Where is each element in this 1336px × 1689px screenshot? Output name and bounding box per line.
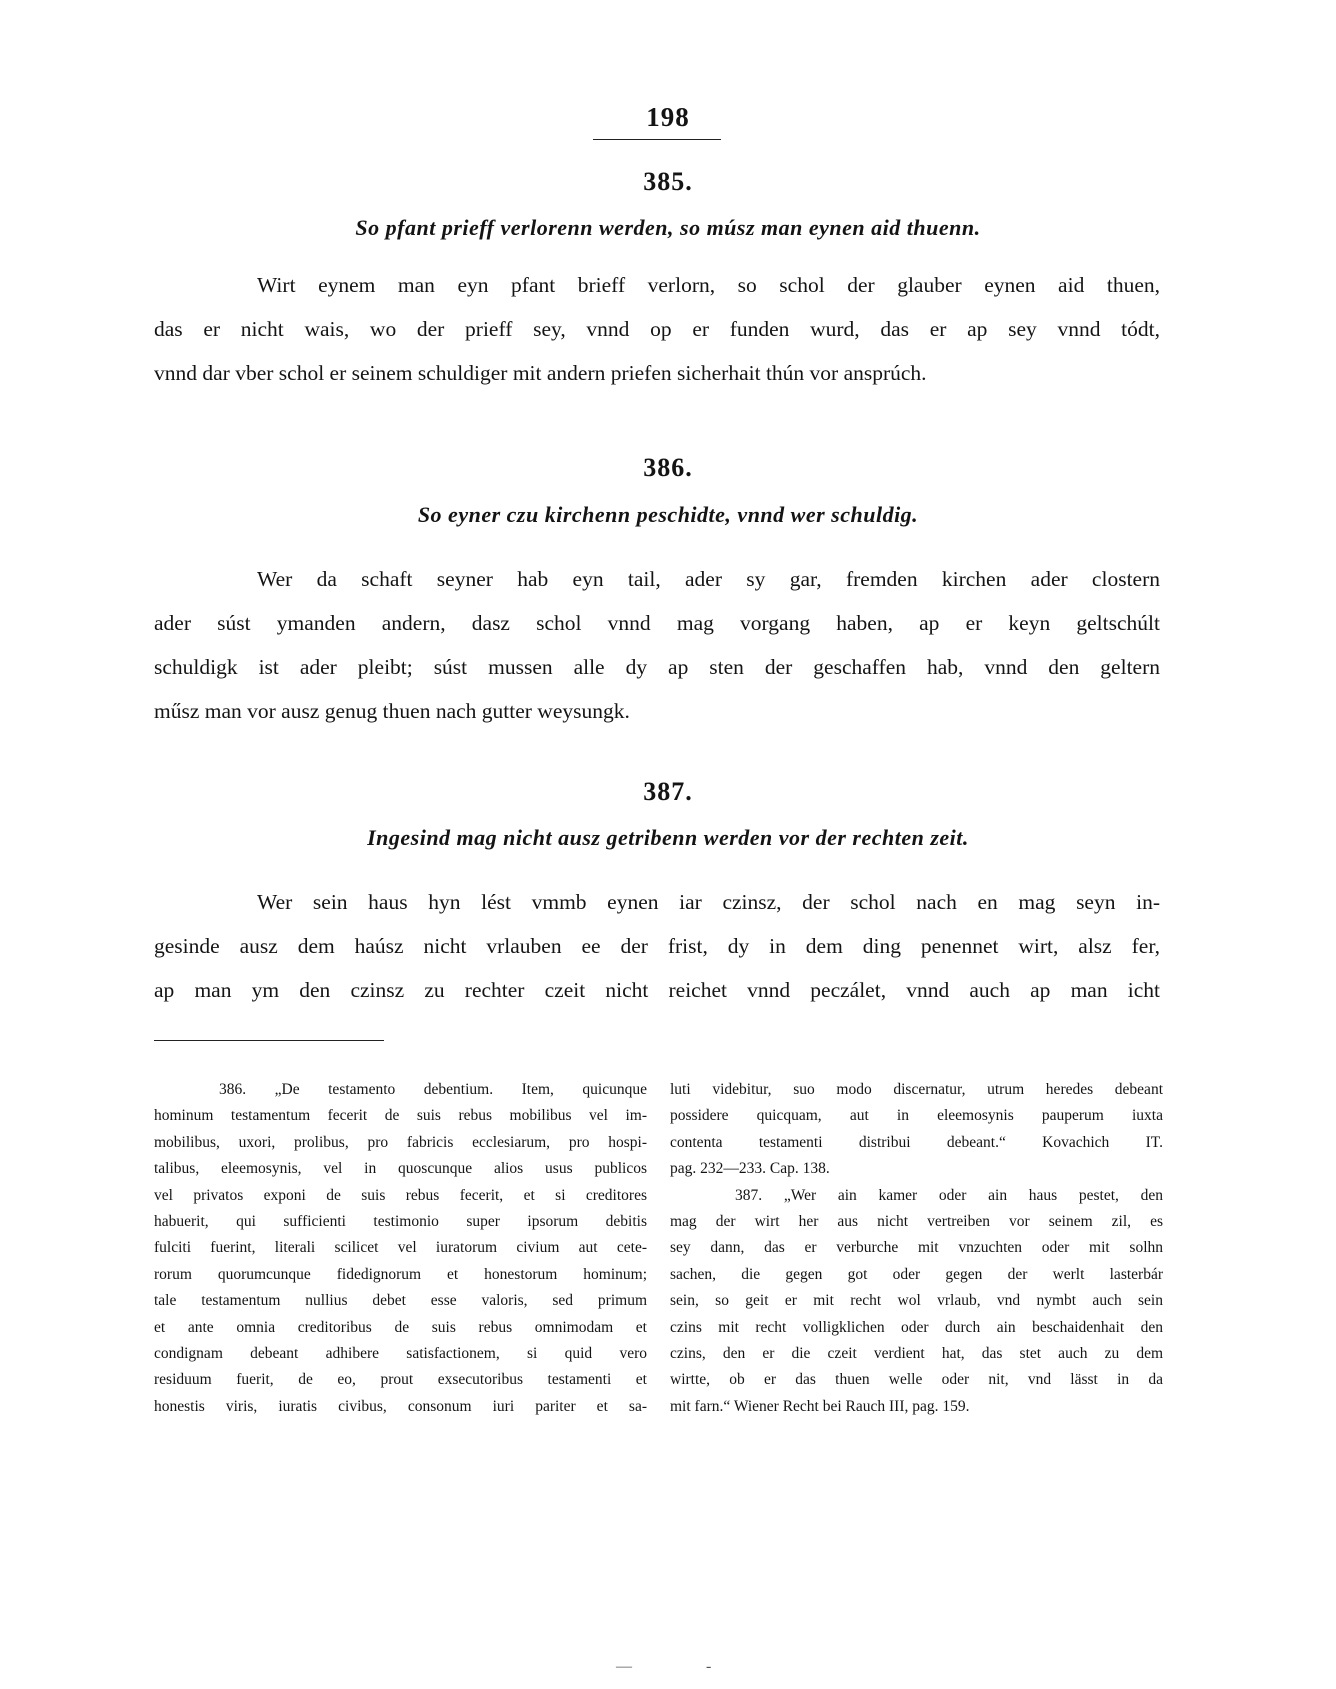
footnote-line: talibus, eleemosynis, vel in quoscunque alios usus publicos — [154, 1160, 647, 1178]
footnote-line: mit farn.“ Wiener Recht bei Rauch III, pag. 159. — [670, 1397, 970, 1415]
footnote-line: 387. „Wer ain kamer oder ain haus pestet, den — [735, 1186, 1163, 1204]
text-line: gesinde ausz dem haúsz nicht vrlauben ee der frist, dy in dem ding penennet wirt, alsz fer, — [154, 934, 1160, 958]
section-title-386: So eyner czu kirchenn peschidte, vnnd wer schuldig. — [417, 502, 919, 527]
footnote-column-left — [154, 1077, 647, 1420]
footnote-line: mag der wirt her aus nicht vertreiben vor seinem zil, es — [670, 1212, 1163, 1230]
section-number-387: 387. — [643, 777, 693, 806]
footnote-line: sey dann, das er verburche mit vnzuchten oder mit solhn — [670, 1239, 1163, 1257]
text-line: vnnd dar vber schol er seinem schuldiger mit andern priefen sicherhait thún vor ansprúch. — [154, 361, 927, 385]
footnote-line: hominum testamentum fecerit de suis rebus mobilibus vel im- — [154, 1107, 647, 1125]
footnote-line: possidere quicquam, aut in eleemosynis pauperum iuxta — [670, 1107, 1163, 1125]
section-title-385: So pfant prieff verlorenn werden, so músz man eynen aid thuenn. — [355, 215, 981, 240]
footnote-line: sachen, die gegen got oder gegen der werlt lasterbár — [670, 1265, 1163, 1283]
text-line: műsz man vor ausz genug thuen nach gutter weysungk. — [154, 699, 630, 723]
footnote-rule — [154, 1040, 384, 1041]
footnote-line: rorum quorumcunque fidedignorum et honestorum hominum; — [154, 1265, 647, 1283]
footnote-line: honestis viris, iuratis civibus, consonum iuri pariter et sa- — [154, 1397, 647, 1415]
footnote-line: habuerit, qui sufficienti testimonio super ipsorum debitis — [154, 1212, 647, 1230]
footnote-line: residuum fuerit, de eo, prout exsecutoribus testamenti et — [154, 1371, 647, 1389]
footnote-line: fulciti fuerint, literali scilicet vel iuratorum civium aut cete- — [154, 1239, 647, 1257]
footnote-line: luti videbitur, suo modo discernatur, utrum heredes debeant — [670, 1081, 1163, 1098]
section-text-387 — [154, 880, 1160, 1012]
section-number-385: 385. — [643, 167, 693, 196]
text-line: ap man ym den czinsz zu rechter czeit nicht reichet vnnd peczálet, vnnd auch ap man icht — [154, 978, 1160, 1002]
text-line: ader súst ymanden andern, dasz schol vnnd mag vorgang haben, ap er keyn geltschúlt — [154, 611, 1160, 635]
footnote-line: wirtte, ob er das thuen welle oder nit, vnd lässt in da — [670, 1371, 1163, 1389]
footnote-line: condignam debeant adhibere satisfactionem, si quid vero — [154, 1344, 647, 1362]
section-text-386 — [154, 557, 1160, 733]
footnote-line: mobilibus, uxori, prolibus, pro fabricis ecclesiarum, pro hospi- — [154, 1133, 647, 1151]
footnote-line: czins, den er die czeit verdient hat, das stet auch zu dem — [670, 1344, 1163, 1362]
text-line: Wer sein haus hyn lést vmmb eynen iar czinsz, der schol nach en mag seyn in- — [257, 890, 1160, 914]
page-number-rule — [593, 139, 721, 140]
footnote-line: czins mit recht volligklichen oder durch ain beschaidenhait den — [670, 1318, 1163, 1336]
footnote-line: tale testamentum nullius debet esse valoris, sed primum — [154, 1292, 647, 1310]
footnote-line: 386. „De testamento debentium. Item, quicunque — [219, 1081, 647, 1098]
section-number-386: 386. — [643, 453, 693, 482]
page-number: 198 — [646, 102, 690, 132]
section-title-387: Ingesind mag nicht ausz getribenn werden vor der rechten zeit. — [367, 825, 969, 850]
text-line: das er nicht wais, wo der prieff sey, vnnd op er funden wurd, das er ap sey vnnd tódt, — [154, 317, 1160, 341]
text-line: Wer da schaft seyner hab eyn tail, ader sy gar, fremden kirchen ader clostern — [257, 567, 1160, 591]
footnote-column-right — [670, 1077, 1163, 1420]
section-text-385 — [154, 263, 1160, 395]
footnote-line: et ante omnia creditoribus de suis rebus omnimodam et — [154, 1318, 647, 1336]
footnote-line: sein, so geit er mit recht wol vrlaub, vnd nymbt auch sein — [670, 1292, 1163, 1310]
bottom-mark: - — [706, 1658, 712, 1675]
text-line: schuldigk ist ader pleibt; súst mussen alle dy ap sten der geschaffen hab, vnnd den geltern — [154, 655, 1160, 679]
footnote-line: vel privatos exponi de suis rebus fecerit, et si creditores — [154, 1186, 647, 1204]
text-line: Wirt eynem man eyn pfant brieff verlorn, so schol der glauber eynen aid thuen, — [257, 273, 1160, 297]
bottom-mark: — — [616, 1658, 632, 1675]
footnote-line: contenta testamenti distribui debeant.“ Kovachich IT. — [670, 1133, 1163, 1151]
footnote-line: pag. 232—233. Cap. 138. — [670, 1160, 830, 1178]
